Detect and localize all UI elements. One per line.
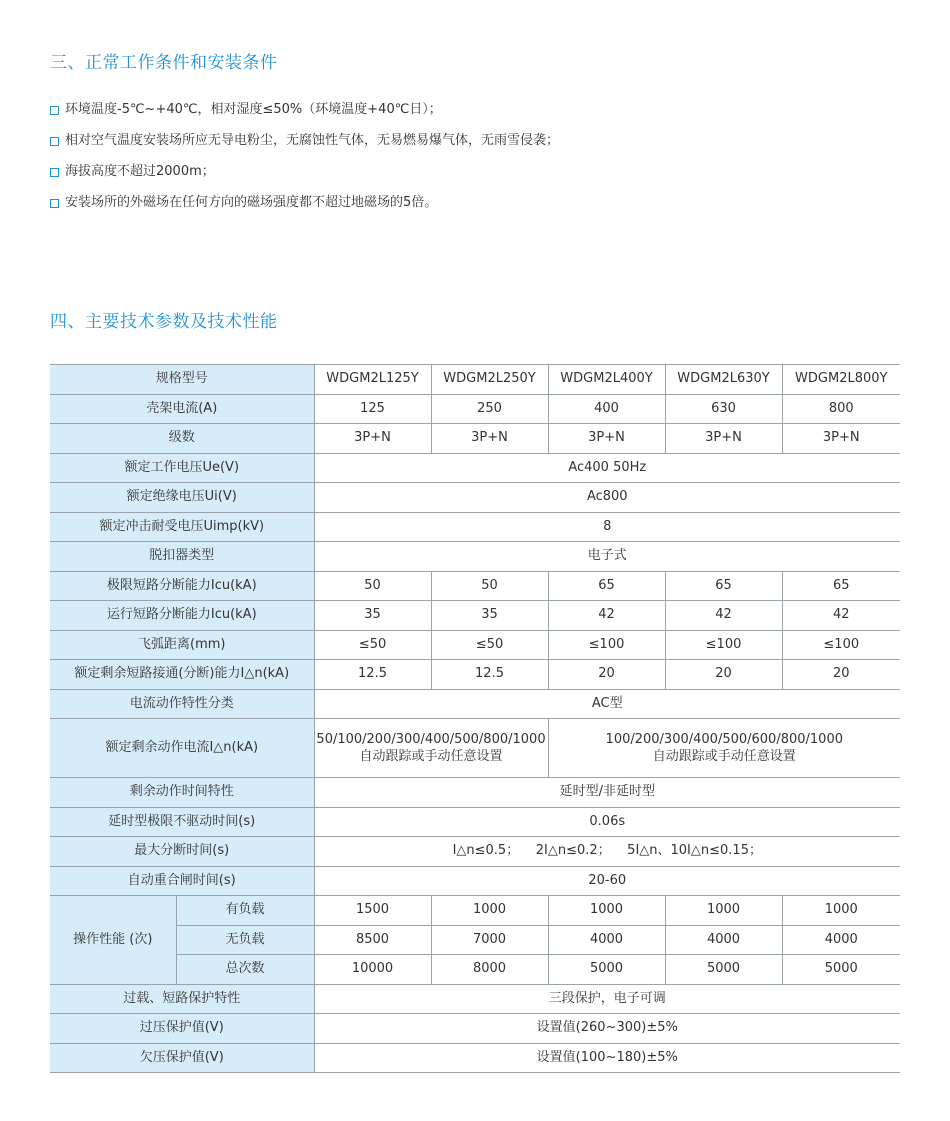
table-row — [50, 896, 900, 926]
table-row — [50, 424, 900, 454]
table-cell: 125 — [314, 394, 431, 424]
table-row — [50, 984, 900, 1014]
list-item — [50, 164, 559, 180]
table-row — [50, 394, 900, 424]
row-label: 脱扣器类型 — [50, 542, 314, 572]
condition-text: 安装场所的外磁场在任何方向的磁场强度都不超过地磁场的5倍。 — [65, 195, 438, 210]
row-label: 级数 — [50, 424, 314, 454]
table-cell: 电子式 — [314, 542, 900, 572]
table-row — [50, 630, 900, 660]
table-cell: 7000 — [431, 925, 548, 955]
table-row — [50, 837, 900, 867]
row-label: 极限短路分断能力Icu(kA) — [50, 571, 314, 601]
row-group-label: 操作性能 (次) — [50, 896, 176, 985]
table-cell: 400 — [548, 394, 665, 424]
table-row — [50, 925, 900, 955]
table-cell-left — [314, 719, 548, 778]
table-cell: 5000 — [548, 955, 665, 985]
section-title-conditions: 三、正常工作条件和安装条件 — [50, 53, 278, 73]
table-cell: 3P+N — [665, 424, 782, 454]
table-cell: 0.06s — [314, 807, 900, 837]
row-label: 最大分断时间(s) — [50, 837, 314, 867]
table-cell: 3P+N — [431, 424, 548, 454]
table-cell: 65 — [548, 571, 665, 601]
row-label: 自动重合闸时间(s) — [50, 866, 314, 896]
row-label: 额定剩余短路接通(分断)能力I△n(kA) — [50, 660, 314, 690]
table-cell: ≤100 — [548, 630, 665, 660]
row-label: 额定工作电压Ue(V) — [50, 453, 314, 483]
row-label: 有负载 — [176, 896, 314, 926]
table-cell: 50 — [314, 571, 431, 601]
table-cell: 630 — [665, 394, 782, 424]
table-cell: AC型 — [314, 689, 900, 719]
section-title-parameters: 四、主要技术参数及技术性能 — [50, 312, 278, 332]
spec-table — [50, 364, 900, 1073]
row-label: 过载、短路保护特性 — [50, 984, 314, 1014]
table-cell: 8500 — [314, 925, 431, 955]
cell-line: 100/200/300/400/500/600/800/1000 — [605, 732, 843, 747]
table-cell: 42 — [665, 601, 782, 631]
checkbox-icon — [50, 199, 59, 208]
row-label: 延时型极限不驱动时间(s) — [50, 807, 314, 837]
cell-line: 自动跟踪或手动任意设置 — [359, 749, 503, 764]
table-cell: I△n≤0.5； 2I△n≤0.2； 5I△n、10I△n≤0.15； — [314, 837, 900, 867]
list-item — [50, 133, 559, 149]
table-cell: 10000 — [314, 955, 431, 985]
row-label: 飞弧距离(mm) — [50, 630, 314, 660]
table-cell: 12.5 — [314, 660, 431, 690]
list-item — [50, 102, 559, 118]
table-cell: ≤100 — [782, 630, 900, 660]
table-cell: 20 — [782, 660, 900, 690]
checkbox-icon — [50, 168, 59, 177]
table-cell: 20-60 — [314, 866, 900, 896]
table-row — [50, 601, 900, 631]
table-cell: WDGM2L250Y — [431, 365, 548, 395]
conditions-list — [50, 102, 559, 226]
table-row — [50, 866, 900, 896]
table-cell: 50 — [431, 571, 548, 601]
table-cell: 4000 — [665, 925, 782, 955]
table-cell: 42 — [548, 601, 665, 631]
table-cell: 65 — [782, 571, 900, 601]
row-label: 运行短路分断能力Icu(kA) — [50, 601, 314, 631]
table-cell: 5000 — [665, 955, 782, 985]
row-label: 额定剩余动作电流I△n(kA) — [50, 719, 314, 778]
table-cell: WDGM2L125Y — [314, 365, 431, 395]
table-cell: ≤50 — [431, 630, 548, 660]
row-label: 欠压保护值(V) — [50, 1043, 314, 1073]
table-row — [50, 512, 900, 542]
table-row — [50, 660, 900, 690]
table-cell: 1000 — [665, 896, 782, 926]
table-cell: 1000 — [431, 896, 548, 926]
table-cell: 1500 — [314, 896, 431, 926]
table-cell: 设置值(100~180)±5% — [314, 1043, 900, 1073]
table-cell: 三段保护，电子可调 — [314, 984, 900, 1014]
table-row — [50, 955, 900, 985]
table-cell: 12.5 — [431, 660, 548, 690]
row-label: 剩余动作时间特性 — [50, 778, 314, 808]
condition-text: 海拔高度不超过2000m； — [65, 164, 215, 179]
cell-line: 自动跟踪或手动任意设置 — [652, 749, 796, 764]
checkbox-icon — [50, 137, 59, 146]
table-cell: Ac400 50Hz — [314, 453, 900, 483]
row-label: 规格型号 — [50, 365, 314, 395]
table-row — [50, 778, 900, 808]
table-cell: ≤50 — [314, 630, 431, 660]
table-cell-right — [548, 719, 900, 778]
table-cell: 设置值(260~300)±5% — [314, 1014, 900, 1044]
row-label: 总次数 — [176, 955, 314, 985]
table-cell: 8000 — [431, 955, 548, 985]
table-row — [50, 1043, 900, 1073]
row-label: 电流动作特性分类 — [50, 689, 314, 719]
table-row — [50, 571, 900, 601]
table-cell: 800 — [782, 394, 900, 424]
table-row — [50, 689, 900, 719]
table-row — [50, 1014, 900, 1044]
table-cell: WDGM2L800Y — [782, 365, 900, 395]
table-cell: 3P+N — [548, 424, 665, 454]
table-cell: 20 — [665, 660, 782, 690]
row-label: 无负载 — [176, 925, 314, 955]
table-row — [50, 542, 900, 572]
table-cell: ≤100 — [665, 630, 782, 660]
condition-text: 环境温度-5℃~+40℃，相对湿度≤50%（环境温度+40℃日）； — [65, 102, 442, 117]
row-label: 过压保护值(V) — [50, 1014, 314, 1044]
table-cell: 65 — [665, 571, 782, 601]
table-cell: 20 — [548, 660, 665, 690]
row-label: 额定绝缘电压Ui(V) — [50, 483, 314, 513]
table-cell: WDGM2L630Y — [665, 365, 782, 395]
row-label: 壳架电流(A) — [50, 394, 314, 424]
table-cell: 延时型/非延时型 — [314, 778, 900, 808]
cell-line: 50/100/200/300/400/500/800/1000 — [316, 732, 546, 747]
table-cell: 3P+N — [782, 424, 900, 454]
table-row — [50, 807, 900, 837]
table-cell: 4000 — [782, 925, 900, 955]
table-cell: 35 — [314, 601, 431, 631]
table-cell: WDGM2L400Y — [548, 365, 665, 395]
table-cell: 1000 — [782, 896, 900, 926]
table-row — [50, 365, 900, 395]
table-cell: Ac800 — [314, 483, 900, 513]
table-row — [50, 483, 900, 513]
list-item — [50, 195, 559, 211]
checkbox-icon — [50, 106, 59, 115]
condition-text: 相对空气温度安装场所应无导电粉尘，无腐蚀性气体，无易燃易爆气体，无雨雪侵袭； — [65, 133, 560, 148]
table-cell: 250 — [431, 394, 548, 424]
table-row — [50, 453, 900, 483]
table-cell: 42 — [782, 601, 900, 631]
table-cell: 35 — [431, 601, 548, 631]
table-cell: 5000 — [782, 955, 900, 985]
table-cell: 1000 — [548, 896, 665, 926]
table-cell: 8 — [314, 512, 900, 542]
table-cell: 3P+N — [314, 424, 431, 454]
table-row — [50, 719, 900, 778]
table-cell: 4000 — [548, 925, 665, 955]
row-label: 额定冲击耐受电压Uimp(kV) — [50, 512, 314, 542]
